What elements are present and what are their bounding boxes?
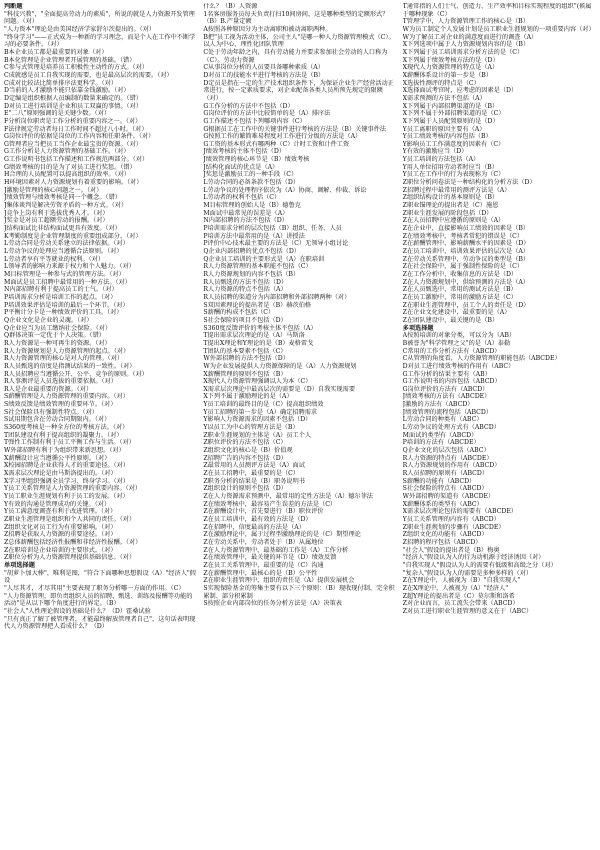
text-line: R人力资源规划是人力资源管理的起点。（对） <box>4 347 130 355</box>
text-line: T通常指的人们士气、创造力、生产效率和目标实现程度的组织"(候属于哪种现象（C） <box>402 3 592 18</box>
text-line: T提出X理论和Y理论的是（B）麦格雷戈 <box>203 339 314 347</box>
text-line: Z职业锚理论的提出者是（C）施恩 <box>402 202 499 210</box>
text-line: "人力资源管理，即负责组织人员的招聘、甄选、训练及报酬等功能的活动"是从以下哪个角度进行的界定。（B） <box>4 592 193 608</box>
text-column-left <box>4 3 197 848</box>
text-line: N内部招聘的方法不包括（D） <box>203 217 288 225</box>
text-line: M目标管理的创始人是（B）德鲁克 <box>203 202 301 210</box>
text-line: E"二八"原则强调的是关键少数。（对） <box>4 110 111 118</box>
text-line: T团队的基本要素不包括（C） <box>203 347 287 355</box>
text-line: Y有效的激励应当（D） <box>402 148 468 156</box>
text-line: W外部招聘的渠道有（ABCDE） <box>402 493 495 500</box>
text-line: Z在人员甄选中，常用的测试方法是（B） <box>402 286 517 294</box>
text-line: R人力资源规划的作用有（ABCD） <box>402 462 501 470</box>
section-heading: 多项选择题 <box>402 324 434 332</box>
text-line: R人力资源管理的核心是对人的管理。（对） <box>4 355 124 363</box>
text-line: Z职务分析的结果是（B）职务说明书 <box>203 477 305 485</box>
text-line: Z在激励理论中，属于过程型激励理论的是（C）期望理论 <box>203 531 361 539</box>
text-line: Z在企业中，直接影响员工绩效的因素是（B） <box>402 225 530 233</box>
text-line: Z在绩效管理中，最关键的环节是（D）绩效反馈 <box>203 554 337 562</box>
text-line: R人力资源规划的内容不包括（B） <box>203 270 300 278</box>
text-line: T提出需求层次理论的是（A）马斯洛 <box>203 332 305 340</box>
text-line: F法律规定劳动者每日工作时间不超过八小时。（对） <box>4 125 148 133</box>
text-line: X需求层次理论是由马斯洛提出的。（对） <box>4 470 117 478</box>
text-line: Z招聘广告的内容不包括（D） <box>203 454 287 462</box>
text-line: Z在员工培训中，培训效果评估的层次是（A） <box>402 248 529 255</box>
text-line: P培训需求分析的层次包括（B）组织、任务、人员 <box>203 225 342 233</box>
text-line: J奖惩是激励员工的一种手段（C） <box>203 171 298 179</box>
text-line: X下列属于内部招聘渠道的是（B） <box>402 102 499 110</box>
text-line: Z组织文化对员工行为有重要影响。（对） <box>4 523 117 531</box>
text-line: M面试的类型有（ABCD） <box>402 431 478 439</box>
text-line: Y员工离职的原因主要有（A） <box>402 125 486 133</box>
text-line: G工作描述不包括下列哪项内容（C） <box>203 117 306 125</box>
text-line: Z在绩效考核中，考核者常犯的错误是（C） <box>402 232 524 240</box>
text-line: Z职业生涯规划的步骤有（ABCDE） <box>402 523 505 531</box>
text-line: C常用的工作分析方法有（ABCD） <box>402 347 501 355</box>
text-line: "复杂人"假设认为人的需要是多种多样的（对） <box>402 569 533 577</box>
text-line: "只有真正了解了被管理者，才能最终解放管理者自己"，这句话表明现代人力资源管理把人看成什么？（D） <box>4 615 196 631</box>
text-line: Y以员工为中心的管理方法是（B） <box>203 424 299 432</box>
text-line: C参与式管理是培养员工积极性主动性的方式。（对） <box>4 64 148 72</box>
text-line: L劳动争议的处理应当遵循合法原则。（对） <box>4 248 123 255</box>
text-line: J绩效考核的方法有（ABCDE） <box>402 393 491 401</box>
text-line: C从管理的角度看，人力资源管理的职能包括（ABCDE） <box>402 355 561 363</box>
text-line: A按照培训的对象分类，可以分为（AB） <box>402 332 516 340</box>
text-line: S双因素理论的提出者是（B）赫茨伯格 <box>203 301 312 309</box>
text-line: Q企业应当为员工缴纳社会保险。（对） <box>4 324 112 332</box>
text-line: "社会人"人性理论假设的基础是什么？（D）霍桑试验 <box>4 607 151 615</box>
text-line: Y员工培训的方法包括（A） <box>402 156 480 164</box>
text-line: X薪酬设计应当遵循公平性原则。（对） <box>4 454 111 462</box>
text-line: C处于劳动年龄之内，具有劳动能力并要求参加社会劳动的人口称为（C）。劳动力资源 <box>203 48 388 64</box>
text-line: G工作分析的结果主要有（AB） <box>402 370 491 378</box>
text-line: M面试中最常见的误差是（A） <box>203 209 289 217</box>
text-line: T管理学中，人力资源管理工作的核心是（B） <box>402 18 529 26</box>
text-line: D对员工进行绩效考核的作用有（ABC） <box>402 362 515 370</box>
text-line: S绩效反馈是绩效管理的重要环节。（对） <box>4 401 117 409</box>
text-line: Z在团队建设中，最关键的是（B） <box>402 316 499 324</box>
text-line: M目标管理是一种参与式的管理方法。（对） <box>4 270 125 278</box>
text-line: X下列不属于外部招聘渠道的是（C） <box>402 110 505 118</box>
text-line: 什么？（B）人资源 <box>203 3 258 10</box>
text-line: X需求预测的方法不包括（A） <box>402 94 486 102</box>
text-line: S360度考核是一种全方位的考核方法。（对） <box>4 424 129 432</box>
text-line: Z职位评价的方法不包括（C） <box>203 439 287 447</box>
text-line: G岗位评价的依据是岗位的工作内容和任职条件。（对） <box>4 133 155 141</box>
text-line: "社会人"假设的提出者是（B）梅奥 <box>402 546 500 554</box>
text-line: J绩效管理与绩效考核是同一个概念。（错） <box>4 194 121 202</box>
text-line: X下列属于员工培训需求分析方法的是（C） <box>402 48 524 56</box>
text-line: "胡萝卜加大棒"，唯利是图，"符合下面哪种思想假设（A）"经济人"假设 <box>4 569 196 585</box>
text-line: Y员工关系管理的内容有（ABCD） <box>402 515 500 523</box>
text-line: J结构面试比非结构面试更具有效度。（对） <box>4 225 121 233</box>
text-line: R人力资源的特点不包括（A） <box>203 286 287 294</box>
text-line: J奖金是对员工超额劳动的报酬。（对） <box>4 217 109 225</box>
text-line: Z在员工关系管理中，最重要的是（C）沟通 <box>203 561 324 569</box>
text-line: Z组织文化的核心是（B）价值观 <box>203 447 293 455</box>
text-line: X现代人力资源管理的特点是（A） <box>402 64 499 72</box>
text-line: Z对企业而言，员工流失会带来（ABCD） <box>402 600 519 608</box>
text-line: S按照企业内部岗位的任务分析方法是（A）决策表 <box>203 600 342 608</box>
text-line: N内部招聘有利于提高员工的士气。（对） <box>4 286 118 294</box>
text-line: "自我实现人"假设认为人的需要有低级和高级之分（对） <box>402 561 557 569</box>
text-line: Z职位分析为人力资源管理提供基础信息。（对） <box>4 554 136 562</box>
text-line: L劳动合同是劳动关系建立的法律依据。（对） <box>4 240 129 248</box>
text-line: Y员工职业生涯规划有利于员工的发展。（对） <box>4 493 129 500</box>
text-line: J绩效管理的核心环节是（B）绩效考核 <box>203 156 310 164</box>
text-line: S薪酬的构成不包括（C） <box>203 309 275 317</box>
text-line: Z招聘是获取人力资源的重要途径。（对） <box>4 531 117 539</box>
text-line: G工作说明书的内容包括（ABCD） <box>402 378 501 386</box>
text-line: C成对比较法比简单排序法更科学。（对） <box>4 79 118 87</box>
text-line: Z在员工培训中，最有效的方法是（D） <box>203 515 312 523</box>
text-line: P培训的方法有（ABCDE） <box>402 439 480 447</box>
text-line: Z在职业生涯管理中，员工个人的责任是（D） <box>402 301 530 309</box>
text-line: Z在薪酬管理中，最核心的是（B）公平性 <box>203 569 318 577</box>
text-line: J激励是管理的核心问题之一。（对） <box>4 186 103 194</box>
text-line: G工作分析是人力资源管理的基础工作。（对） <box>4 148 130 156</box>
text-line: G工作说明书包括工作描述和工作规范两部分。（对） <box>4 156 149 164</box>
text-line: Z在人力资源需求预测中，最常用的定性方法是（A）德尔菲法 <box>203 493 373 500</box>
text-line: W为了解员工对企业的满意度而进行的调查（A） <box>402 33 538 41</box>
text-line: D对员工进行培训是企业和员工双赢的事情。（对） <box>4 102 142 110</box>
text-line: Z在职培训是企业培训的主要形式。（对） <box>4 546 117 554</box>
text-line: T弹性工作制有利于员工平衡工作与生活。（对） <box>4 439 135 447</box>
text-line: Z组织文化的功能有（ABCD） <box>402 531 488 539</box>
text-line: K考勤制度是企业管理制度的重要组成部分。（对） <box>4 232 142 240</box>
text-line: L劳动者的权利不包括（C） <box>203 194 281 202</box>
text-line: Z招聘过程中最常用的测评方法是（A） <box>402 186 511 194</box>
text-line: Y员工招聘的第一步是（A）确定招聘需求 <box>203 408 318 416</box>
text-line: R人力资源的特点有（ABCDE） <box>402 454 493 462</box>
text-line: G根据员工在工作中的关键事件进行考核的方法是（B）关键事件法 <box>203 125 387 133</box>
text-line: Z在招聘中，信度最高的方法是（A） <box>203 523 305 531</box>
text-line: Y员工满意度调查有利于改进管理。（对） <box>4 508 117 516</box>
text-line: L劳动者享有平等就业的权利。（对） <box>4 255 105 263</box>
text-line: X薪酬管理的原则不包括（B） <box>203 370 287 378</box>
text-line: P培训需求分析是培训工作的起点。（对） <box>4 293 117 301</box>
text-line: X下列属于绩效考核方法的是（D） <box>402 56 499 64</box>
text-line: Y影响员工工作满意度的因素有（C） <box>402 140 505 148</box>
text-line: D当前的人才激励不能只依靠金钱激励。（对） <box>4 87 130 95</box>
text-line: C成就感是员工自我实现的需要，也是最高层次的需要。（对） <box>4 71 173 79</box>
text-line: G工作分析的方法中不包括（D） <box>203 102 294 110</box>
text-line: R人员甄选的信度是指测试结果的一致性。（对） <box>4 362 136 370</box>
text-line: L劳动争议的处理方式有（ABCD） <box>402 424 500 432</box>
text-line: Z在员工激励中，常用的激励方法是（C） <box>402 293 517 301</box>
text-line: Z在人力资源规划中，供给预测的方法是（A） <box>402 278 529 286</box>
text-line: Z在劳动关系管理中，劳动争议的类型是（B） <box>402 255 530 263</box>
text-line: Y员工绩效考核的内容包括（B） <box>402 133 492 141</box>
text-line: Z在职业生涯管理中，组织的责任是（A）提供发展机会 <box>203 577 355 585</box>
text-line: Z职业生涯发展的阶段包括（D） <box>402 209 493 217</box>
text-line: Z在社会保险中，属于强制性保险的是（C） <box>402 263 524 271</box>
text-line: J竞争上岗有利于选拔优秀人才。（对） <box>4 209 109 217</box>
text-line: J集体谈判是解决劳资矛盾的一种方式。（对） <box>4 202 128 210</box>
text-line: Z在劳动关系中，劳动者处于（B）从属地位 <box>203 538 324 546</box>
text-line: B被誉为"科学管理之父"的是（A）泰勒 <box>402 339 511 347</box>
text-line: Y员工关系管理是人力资源管理的重要内容。（对） <box>4 485 142 493</box>
text-line: W为企业发展提供人力资源保障的是（A）人力资源规划 <box>203 362 357 370</box>
text-line: Z职业生涯规划的主体是（A）员工个人 <box>203 431 312 439</box>
text-line: S薪酬的功能有（ABCD） <box>402 477 476 485</box>
text-line: S社会保险具有强制性特点。（对） <box>4 408 98 416</box>
text-line: P培训效果评估是培训的最后一个环节。（对） <box>4 301 129 309</box>
text-line: Z在人力资源管理中，最基础的工作是（A）工作分析 <box>203 546 349 554</box>
text-line: Z最常用的人员测评方法是（A）面试 <box>203 462 305 470</box>
text-line: X选拔性测评的特点是（C） <box>402 79 480 87</box>
text-line: Z在工作分析中，收集信息的方法是（D） <box>402 270 518 278</box>
text-line: Q企业员工培训的主要形式是（A）在职培训 <box>203 255 325 263</box>
text-line: 1名客房服务员每天负责打扫10间房间，这是哪种类型的定额形式？（B）B.产量定额 <box>203 10 389 26</box>
text-line: Q企业文化的层次包括（ABC） <box>402 447 490 455</box>
text-line: X薪酬体系设计的第一步是（B） <box>402 71 493 79</box>
text-line: L劳动合同的种类有（ABC） <box>402 416 483 424</box>
text-line: Z超Y理论的提出者是（C）莫尔斯和洛希 <box>402 592 515 600</box>
text-line: X下列不属于激励理论的是（A） <box>203 393 293 401</box>
text-line: G绩效考核的目的是为了对员工进行奖惩。（错） <box>4 163 136 171</box>
text-line: L领导者的影响力来源于权力和个人魅力。（对） <box>4 263 135 271</box>
text-line: "科技兴教"，"全面提高劳动力的素质"，所说的就是人力资源开发管理问题。（对） <box>4 10 195 26</box>
text-line: Z在员工招聘中，最重要的是（C） <box>203 470 299 478</box>
text-line: X现代人力资源管理强调以人为本（C） <box>203 378 312 386</box>
text-line: H环境因素对人力资源规划有着重要的影响。（对） <box>4 179 143 187</box>
text-line: S实现保险基金的筹集主要有以下三个原则：（B）现收现付制、完全积累制、部分积累制 <box>203 584 395 600</box>
text-line: Z对员工进行职业生涯管理的意义在于（ABC） <box>402 607 533 615</box>
text-line: X下列选项中属于人力资源规划内容的是（B） <box>402 41 530 49</box>
text-line: Y有效的沟通是管理成功的关键。（对） <box>4 500 111 508</box>
text-line: P平衡计分卡是一种绩效评价的工具。（对） <box>4 309 123 317</box>
text-line: Z职业生涯管理是组织和个人共同的责任。（对） <box>4 515 136 523</box>
text-line: X需求层次理论中最高层次的需要是（D）自我实现需要 <box>203 385 356 393</box>
text-line: D定编是组织根据人员编制的数量来确定的。（错） <box>4 94 142 102</box>
text-line: "人力资本"理论是由美国经济学家舒尔茨提出的。（对） <box>4 25 156 33</box>
text-line: L劳动争议的处理程序依次为（A）协商、调解、仲裁、诉讼 <box>203 186 367 194</box>
text-line: Y用人单位招用劳动者时应当（B） <box>402 163 498 171</box>
text-line: G按照工作的繁简难易程度对工作进行分级的方法是（A） <box>203 133 362 141</box>
text-line: Y影响人力资源需求的因素不包括（D） <box>203 416 312 424</box>
text-line: Z总体薪酬包括经济性报酬和非经济性报酬。（对） <box>4 538 142 546</box>
text-line: Z在薪酬管理中，影响薪酬水平的因素是（D） <box>402 240 530 248</box>
text-line: X下列属于人员配置原则的是（D） <box>402 117 499 125</box>
text-line: R人是企业最重要的资源。（对） <box>4 385 93 393</box>
text-line: Z招聘的程序包括（ABCD） <box>402 538 482 546</box>
text-line: S社会保险的项目不包括（D） <box>203 316 287 324</box>
text-line: "经济人"假设认为人的行为动机源于经济诱因（对） <box>402 554 545 562</box>
text-line: G岗位评价的方法有（ABCD） <box>402 385 489 393</box>
text-line: B把"员工视为活动主体，公司主人"是哪一种人力资源管理模式（C）。以人为中心、理性化团队管理 <box>203 33 395 49</box>
text-line: A按照各种原因分为主动离职和被动离职两种。 <box>203 25 332 33</box>
text-line: Q群体决策一定优于个人决策。（错） <box>4 332 105 340</box>
text-line: Z在企业文化建设中，最重要的是（A） <box>402 309 511 317</box>
text-line: T团队建设有利于提高组织的凝聚力。（对） <box>4 431 123 439</box>
text-line: F分析岗位职责是工作分析的重要内容之一。（对） <box>4 117 142 125</box>
text-line: R人力资源是一种可再生的资源。（对） <box>4 339 111 347</box>
text-line: P培训方法中最常用的是（A）讲授法 <box>203 232 305 240</box>
text-line: H合理的人员配置可以提高组织的效率。（对） <box>4 171 131 179</box>
text-column-middle <box>203 3 396 848</box>
text-line: Z职位分析问卷法是一种结构化的分析方法（D） <box>402 179 536 187</box>
text-line: R人力资源管理的基本职能不包括（C） <box>203 263 312 271</box>
text-line: G岗位评价的方法中比较简单的是（A）排序法 <box>203 110 331 118</box>
text-line: J绩效管理的流程包括（ABCD） <box>402 408 493 416</box>
text-line: Y员工培训的最终目的是（C）提高组织绩效 <box>203 401 324 409</box>
section-heading: 判断题 <box>4 3 23 10</box>
text-line: R人员招聘的原则有（ABCD） <box>402 470 489 478</box>
text-line: X选择面试考官时，应考虑的因素是（D） <box>402 87 518 95</box>
text-line: S薪酬管理是人力资源管理的重要内容。（对） <box>4 393 129 401</box>
text-line: Q企业内部招聘的优点不包括（D） <box>203 248 300 255</box>
text-line: "终身学习"——正式成为一种新的学习理念，而是个人在工作中不断学习的必要条件。（对） <box>4 33 196 49</box>
text-line: "人尽其才，才尽其用"主要表现了职务分析哪一方面的作用。（C） <box>4 584 185 592</box>
text-line: Z组织设计的原则不包括（D） <box>203 485 287 493</box>
text-line: G管理者应当把员工当作企业最宝贵的资源。（对） <box>4 140 142 148</box>
text-line: Z在薪酬设计中，首先要进行（B）职位评价 <box>203 508 324 516</box>
text-line: D定员是指在一定的生产技术组织条件下，为保证企业生产经营活动正常进行，按一定素质要求，对企业配备各类人员所预先规定的限额（对） <box>203 79 394 102</box>
text-line: J激励的方法有（ABCD） <box>402 401 474 409</box>
text-line: C从事岗位分析的人员要具备哪种素质（A） <box>203 64 324 72</box>
text-line: Z在绩效考核中，最容易产生误差的方法是（C） <box>203 500 337 508</box>
text-line: D对员工的技能水平进行考核的方法是（B） <box>203 71 325 79</box>
text-line: X学习型组织强调全员学习、终身学习。（对） <box>4 477 130 485</box>
text-line: M面试是员工招聘中最常用的一种方法。（对） <box>4 278 131 286</box>
section-heading: 单项选择题 <box>4 561 35 569</box>
text-line: W为员工制定个人发展计划是员工职业生涯规划的一项重要内容（对） <box>402 25 595 33</box>
text-line: S社会保险的特点有（ABCD） <box>402 485 488 493</box>
text-column-right <box>403 3 596 848</box>
text-line: Q企业文化是企业的灵魂。（对） <box>4 316 93 324</box>
text-line: Z在X理论中，人被视为（A）"经济人" <box>402 584 509 592</box>
text-line: X需求层次理论包括的需要有（ABCDE） <box>402 508 518 516</box>
text-line: Z组织结构设计的基本原则是（B） <box>402 194 499 202</box>
text-line: Z在人员招聘中应遵循的原则是（A） <box>402 217 505 225</box>
text-line: R人员甄选的方法不包括（D） <box>203 278 288 286</box>
text-line: Z在Y理论中，人被视为（B）"自我实现人" <box>402 577 521 585</box>
text-line: B本企业员工都是最重要的对象（对） <box>4 48 108 56</box>
text-line: R人事测评是人员选拔的重要依据。（对） <box>4 378 117 386</box>
text-line: X校园招聘是企业获得人才的重要途径。（对） <box>4 462 130 470</box>
text-line: S360度反馈评价的考核主体不包括（A） <box>203 324 317 332</box>
text-line: S试用期包含在劳动合同期限内。（对） <box>4 416 111 424</box>
text-line: J结构化面试的优点是（A） <box>203 163 279 171</box>
text-line: W外部招聘有利于为组织带来新思想。（对） <box>4 447 125 455</box>
text-line: X薪酬体系的类型有（ABC） <box>402 500 483 508</box>
text-line: R人员招聘应当遵循公开、公平、竞争的原则。（对） <box>4 370 148 378</box>
text-line: L劳动合同的必备条款不包括（D） <box>203 179 300 187</box>
text-line: W外部招聘的方法不包括（D） <box>203 355 289 363</box>
text-line: J绩效考核的主体不包括（D） <box>203 148 286 156</box>
text-line: G工资的基本形式有哪两种（C）计时工资和计件工资 <box>203 140 350 148</box>
text-line: B本化管理是企业管理者开展管理的基础。（错） <box>4 56 136 64</box>
text-line: P评价中心技术最主要的方法是（C）无领导小组讨论 <box>203 240 349 248</box>
text-line: R人员招聘的渠道分为内部招聘和外部招聘两种（对） <box>203 293 351 301</box>
text-line: Y员工在工作中的行为表现称为（C） <box>402 171 505 179</box>
